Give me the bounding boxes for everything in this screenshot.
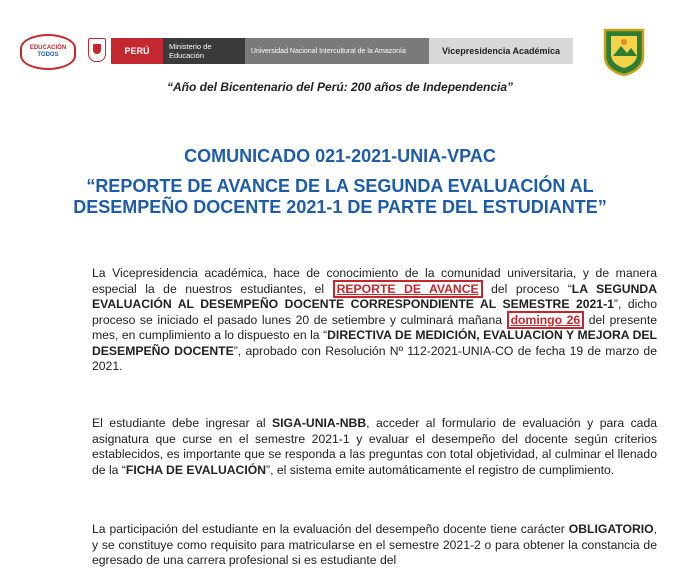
p1-text-e: ”, aprobado con Resolución Nº 112-2021-UNIA-CO de fecha 19 de marzo de 2021. [92, 343, 657, 373]
mandatory-bold: OBLIGATORIO [568, 522, 654, 536]
p3-text-a: La participación del estudiante en la evaluación del desempeño docente tiene carácter [92, 522, 569, 536]
p1-text-b: del proceso “ [482, 281, 572, 296]
p1-text-c: ”, dicho proceso se iniciado el pasado lunes 20 de setiembre y culminará mañana [92, 297, 657, 327]
evaluation-form-bold: FICHA DE EVALUACIÓN [125, 462, 267, 477]
communique-title: “REPORTE DE AVANCE DE LA SEGUNDA EVALUACIÓN AL DESEMPEÑO DOCENTE 2021-1 DE PARTE DEL ESTUDIANTE” [73, 176, 607, 217]
ministry-label: Ministerio de Educación [163, 38, 245, 64]
university-label: Universidad Nacional Intercultural de la Amazonía [245, 38, 429, 64]
bicentennial-motto: “Año del Bicentenario del Perú: 200 años de Independencia” [166, 80, 514, 94]
progress-report-highlight: REPORTE DE AVANCE [333, 280, 483, 298]
evaluation-name-bold: LA SEGUNDA EVALUACIÓN AL DESEMPEÑO DOCENTE CORRESPONDIENTE AL SEMESTRE 2021-1 [92, 281, 658, 311]
p3-text-b: , y se constituye como requisito para matricularse en el semestre 2021-2 o para obtener la constancia de egresado de una carrera profesional si es estudiante del [92, 522, 657, 567]
peru-label: PERÚ [111, 38, 163, 64]
logo-line1: EDUCACIÓN [29, 45, 67, 51]
university-crest-icon [601, 26, 647, 76]
p2-text-b: , acceder al formulario de evaluación y para cada asignatura que curse en el semestre 2021-1 y evaluar el desempeño del docente según criterios establecidos, es importante que se responda a las preguntas con total objetividad, al culminar el llenado de la “ [92, 416, 658, 477]
logo-line2: TODOS [37, 52, 59, 58]
directive-name-bold: DIRECTIVA DE MEDICIÓN, EVALUACION Y MEJORA DEL DESEMPEÑO DOCENTE [92, 328, 657, 358]
deadline-highlight: domingo 26 [507, 311, 585, 329]
paragraph-1 [92, 266, 657, 375]
paragraph-2 [92, 416, 657, 478]
p2-text-c: ”, el sistema emite automáticamente el registro de cumplimiento. [266, 462, 615, 477]
communique-code: COMUNICADO 021-2021-UNIA-VPAC [184, 146, 496, 166]
siga-system-bold: SIGA-UNIA-NBB [272, 416, 367, 430]
p1-text-a: La Vicepresidencia académica, hace de conocimiento de la comunidad universitaria, y de manera especial la de nuestros estudiantes, el [92, 266, 657, 296]
education-campaign-logo [20, 34, 76, 70]
vicepresidency-label: Vicepresidencia Académica [429, 38, 573, 64]
p1-text-d: del presente mes, en cumplimiento a lo dispuesto en la “ [92, 312, 658, 342]
p2-text-a: El estudiante debe ingresar al [92, 416, 273, 430]
peru-coat-of-arms-icon [88, 38, 106, 62]
letterhead [0, 0, 680, 80]
paragraph-3 [92, 522, 657, 569]
